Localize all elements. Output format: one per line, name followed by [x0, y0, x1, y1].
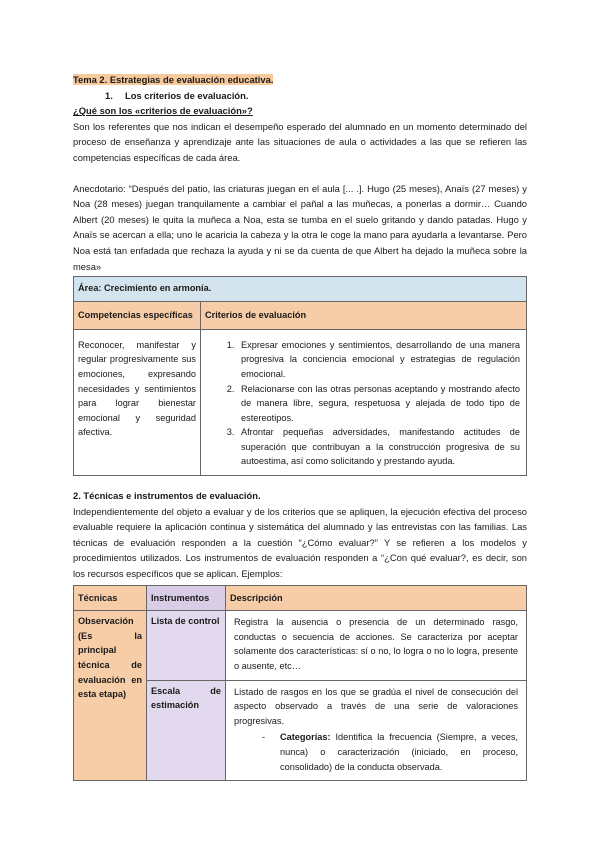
descripcion-text: Listado de rasgos en los que se gradúa el nivel de consecución del aspecto observado a través de una serie de valoraciones progresivas. [234, 686, 518, 726]
descripcion-header: Descripción [226, 585, 527, 611]
section-2-paragraph: Independientemente del objeto a evaluar y de los criterios que se apliquen, la ejecución efectiva del proceso evaluable requiere la aplicación continua y sistemática del alumnado y las entrevistas con las familias. Las técnicas de evaluación responden a la cuestión “¿Cómo evaluar?” Y se refieren a los modelos y procedimientos utilizados. Los instrumentos de evaluación responden a “¿Con qué evaluar?, es decir, son los recursos específicos que se aplican. Ejemplos: [73, 505, 527, 580]
descripcion-cell: Registra la ausencia o presencia de un determinado rasgo, conductas o secuencia de acciones. Se caracteriza por aceptar solamente dos características: sí o no, lo logra o no lo logra, presente o ausente, etc… [226, 611, 527, 680]
area-cell: Área: Crecimiento en armonía. [74, 277, 527, 302]
tecnicas-header: Técnicas [74, 585, 147, 611]
intro-paragraph: Son los referentes que nos indican el desempeño esperado del alumnado en un momento determinado del proceso de enseñanza y aprendizaje ante las situaciones de aula o actividades a las que se refieren las competencias específicas de cada área. [73, 120, 527, 163]
criterios-list [207, 338, 520, 469]
section-2 [73, 488, 527, 582]
criterios-header: Criterios de evaluación [201, 302, 527, 330]
techniques-table [73, 585, 527, 782]
instrumento-cell: Lista de control [147, 611, 226, 680]
criteria-table [73, 276, 527, 476]
instrumento-cell: Escala de estimación [147, 680, 226, 781]
section-1-heading: 1. Los criterios de evaluación. [105, 89, 249, 101]
criterios-cell [201, 329, 527, 475]
document-content [73, 72, 527, 781]
anecdote-paragraph: Anecdotario: “Después del patio, las criaturas juegan en el aula [... .]. Hugo (25 meses), Anaïs (27 meses) y Noa (28 meses) juegan tranquilamente a cambiar el pañal a las muñecas, a ponerlas a dormir… Cuando Albert (20 meses) le quita la muñeca a Noa, esta se tumba en el suelo gritando y dando patadas. Hugo y Anaïs se acercan a ella; uno le acaricia la cabeza y la otra le coge la mano para ayudarla a levantarse. Pero Noa está tan enfadada que rechaza la ayuda y ni se da cuenta de que Albert ha dejado la muñeca sobre la mesa» [73, 182, 527, 272]
competencia-cell: Reconocer, manifestar y regular progresivamente sus emociones, expresando necesidades y sentimientos para lograr bienestar emocional y seguridad afectiva. [74, 329, 201, 475]
categorias-list [234, 730, 518, 774]
criterio-item: 3. Afrontar pequeñas adversidades, manifestando actitudes de superación que contribuyan a la construcción progresiva de su autoestima, así como solicitando y prestando ayuda. [237, 425, 520, 469]
criterio-item: 2. Relacionarse con las otras personas aceptando y mostrando afecto de manera libre, segura, respetuosa y alejada de todo tipo de estereotipos. [237, 382, 520, 426]
categorias-item: - Categorías: Identifica la frecuencia (Siempre, a veces, nunca) o caracterización (iniciado, en proceso, consolidado) de la conducta observada. [274, 730, 518, 774]
criterio-item: 1. Expresar emociones y sentimientos, desarrollando de una manera progresiva la conciencia emocional y estrategias de regulación emocional. [237, 338, 520, 382]
instrumentos-header: Instrumentos [147, 585, 226, 611]
tecnica-cell: Observación (Es la principal técnica de evaluación en esta etapa) [74, 611, 147, 781]
descripcion-cell [226, 680, 527, 781]
competencias-header: Competencias específicas [74, 302, 201, 330]
page-title: Tema 2. Estrategias de evaluación educativa. [73, 74, 274, 85]
question-heading: ¿Qué son los «criterios de evaluación»? [73, 105, 253, 117]
section-2-heading: 2. Técnicas e instrumentos de evaluación. [73, 490, 261, 502]
